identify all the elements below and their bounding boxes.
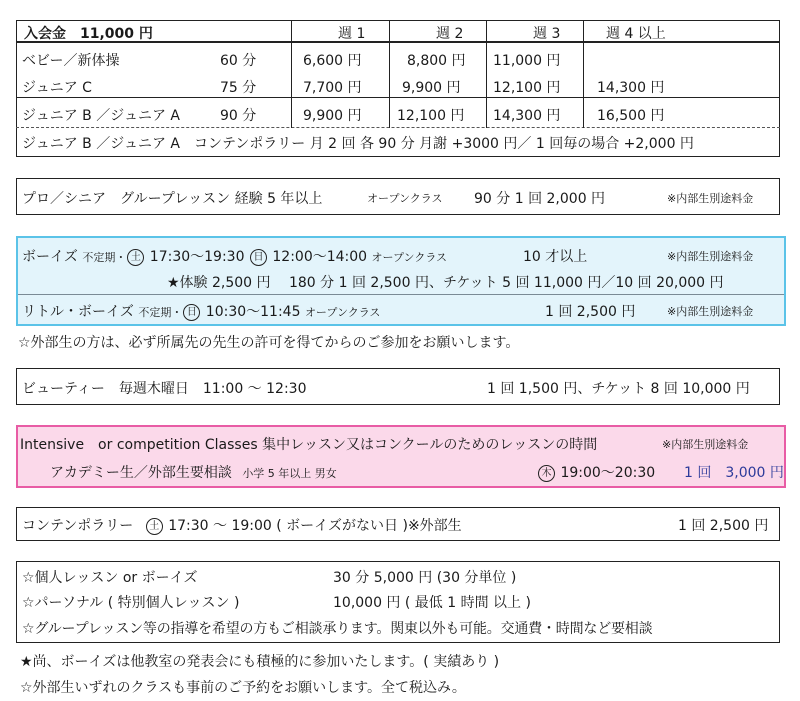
contemporary-price: 1 回 2,500 円 xyxy=(678,518,769,534)
fee-col-divider xyxy=(583,20,584,128)
intensive-eligibility: アカデミー生／外部生要相談 xyxy=(50,465,232,481)
contemporary-time: 17:30 〜 19:00 ( ボーイズがない日 )※外部生 xyxy=(168,518,462,534)
boys-irregular: 不定期・ xyxy=(82,251,127,264)
row-juniorba-price3: 14,300 円 xyxy=(493,108,561,124)
col-week4: 週 4 以上 xyxy=(606,26,666,42)
col-week3: 週 3 xyxy=(533,26,561,42)
row-juniorba-price1: 9,900 円 xyxy=(303,108,362,124)
boys-name: ボーイズ xyxy=(22,249,78,265)
little-boys-price: 1 回 2,500 円 xyxy=(545,304,636,320)
contemporary-schedule xyxy=(22,515,462,535)
thursday-icon: 木 xyxy=(538,465,555,482)
little-boys-member-note: ※内部生別途料金 xyxy=(667,305,754,318)
row-juniorc-name: ジュニア C xyxy=(22,80,92,96)
intensive-time-block xyxy=(537,462,655,482)
outside-student-note: ☆外部生の方は、必ず所属先の先生の許可を得てからのご参加をお願いします。 xyxy=(18,335,520,351)
intensive-age: 小学 5 年以上 男女 xyxy=(242,467,337,480)
row-baby-name: ベビー／新体操 xyxy=(22,53,120,69)
col-week1: 週 1 xyxy=(338,26,366,42)
personal-lesson-label: ☆パーソナル ( 特別個人レッスン ) xyxy=(22,595,240,611)
col-week2: 週 2 xyxy=(436,26,464,42)
row-juniorba-price4: 16,500 円 xyxy=(597,108,665,124)
intensive-desc: 集中レッスン又はコンクールのためのレッスンの時間 xyxy=(262,437,598,453)
intensive-price: 1 回 3,000 円 xyxy=(684,465,784,481)
row-juniorba-name: ジュニア B ／ジュニア A xyxy=(22,108,180,124)
boys-prices: ★体験 2,500 円 180 分 1 回 2,500 円、チケット 5 回 11,000 円／10 回 20,000 円 xyxy=(167,275,724,291)
fee-row-divider xyxy=(16,97,780,98)
row-juniorc-price4: 14,300 円 xyxy=(597,80,665,96)
sunday-icon: 日 xyxy=(183,304,200,321)
boys-open-class: オープンクラス xyxy=(371,251,448,264)
pro-price: 90 分 1 回 2,000 円 xyxy=(474,191,606,207)
row-juniorc-price3: 12,100 円 xyxy=(493,80,561,96)
footer-note-reservation: ☆外部生いずれのクラスも事前のご予約をお願いします。全て税込み。 xyxy=(20,680,466,696)
row-baby-price2: 8,800 円 xyxy=(407,53,466,69)
contemporary-label: コンテンポラリー xyxy=(22,518,134,534)
beauty-price: 1 回 1,500 円、チケット 8 回 10,000 円 xyxy=(487,381,750,397)
fee-col-divider xyxy=(389,20,390,128)
entry-fee: 入会金 11,000 円 xyxy=(24,26,153,42)
intensive-line2 xyxy=(50,462,337,482)
boys-member-note: ※内部生別途料金 xyxy=(667,250,754,263)
intensive-title xyxy=(20,434,597,454)
pro-open-class: オープンクラス xyxy=(367,192,443,205)
pro-member-note: ※内部生別途料金 xyxy=(667,192,754,205)
row-baby-price3: 11,000 円 xyxy=(493,53,561,69)
little-boys-time: 10:30〜11:45 xyxy=(205,304,301,320)
private-lesson-value: 30 分 5,000 円 (30 分単位 ) xyxy=(333,570,517,586)
beauty-label: ビューティー 毎週木曜日 11:00 〜 12:30 xyxy=(22,381,307,397)
boys-sat-time: 17:30〜19:30 xyxy=(149,249,245,265)
group-guidance-note: ☆グループレッスン等の指導を希望の方もご相談承ります。関東以外も可能。交通費・時間など要相談 xyxy=(22,621,653,637)
little-boys-schedule xyxy=(22,301,380,321)
fee-dashed-divider xyxy=(16,127,780,128)
row-juniorc-price2: 9,900 円 xyxy=(402,80,461,96)
saturday-icon: 土 xyxy=(146,518,163,535)
row-baby-duration: 60 分 xyxy=(220,53,257,69)
saturday-icon: 土 xyxy=(127,249,144,266)
personal-lesson-value: 10,000 円 ( 最低 1 時間 以上 ) xyxy=(333,595,531,611)
intensive-member-note: ※内部生別途料金 xyxy=(662,438,749,451)
boys-sun-time: 12:00〜14:00 xyxy=(272,249,368,265)
little-boys-name: リトル・ボーイズ xyxy=(22,304,134,320)
row-juniorc-price1: 7,700 円 xyxy=(303,80,362,96)
little-boys-irregular: 不定期・ xyxy=(138,306,183,319)
contemporary-addon-note: ジュニア B ／ジュニア A コンテンポラリー 月 2 回 各 90 分 月謝 +3000 円／ 1 回毎の場合 +2,000 円 xyxy=(22,136,694,152)
intensive-title-en: Intensive or competition Classes xyxy=(20,437,258,453)
pro-senior-label: プロ／シニア グループレッスン 経験 5 年以上 xyxy=(22,191,323,207)
boys-age: 10 才以上 xyxy=(523,249,588,265)
private-lesson-label: ☆個人レッスン or ボーイズ xyxy=(22,570,198,586)
boys-divider xyxy=(18,294,784,295)
fee-col-divider xyxy=(291,20,292,128)
row-juniorc-duration: 75 分 xyxy=(220,80,257,96)
row-baby-price1: 6,600 円 xyxy=(303,53,362,69)
row-juniorba-price2: 12,100 円 xyxy=(397,108,465,124)
fee-col-divider xyxy=(486,20,487,128)
row-juniorba-duration: 90 分 xyxy=(220,108,257,124)
intensive-time: 19:00〜20:30 xyxy=(560,465,656,481)
footer-note-boys: ★尚、ボーイズは他教室の発表会にも積極的に参加いたします。( 実績あり ) xyxy=(20,654,500,670)
boys-schedule xyxy=(22,246,447,266)
sunday-icon: 日 xyxy=(250,249,267,266)
little-boys-open-class: オープンクラス xyxy=(304,306,381,319)
